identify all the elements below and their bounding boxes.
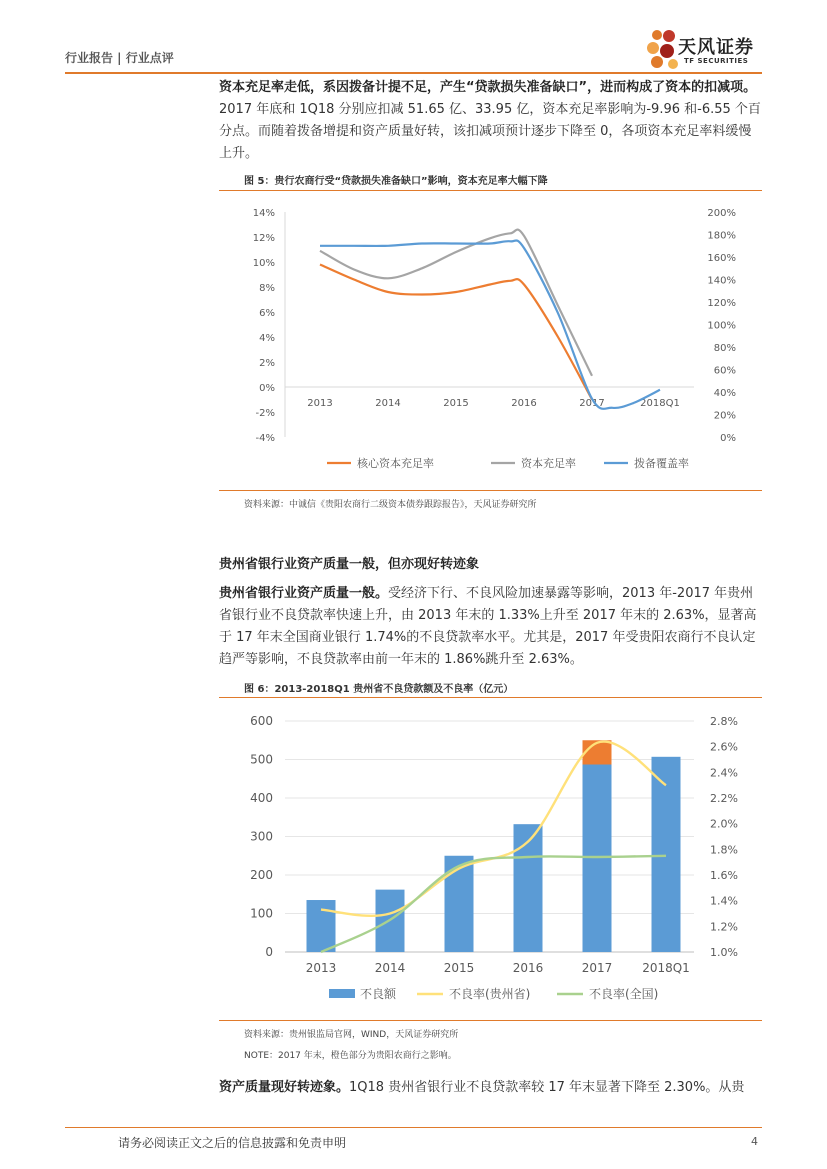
y-left-tick-label: 8% bbox=[259, 283, 275, 294]
figure-5-chart bbox=[219, 195, 762, 485]
figure-6-top-rule bbox=[219, 697, 762, 698]
capital-ratio-line bbox=[320, 230, 592, 376]
y-left-tick-label: 2% bbox=[259, 358, 275, 369]
figure-6-bottom-rule bbox=[219, 1020, 762, 1021]
legend-label: 不良率(全国) bbox=[589, 987, 659, 1001]
y-right-tick-label: 20% bbox=[713, 410, 736, 422]
legend-label: 资本充足率 bbox=[521, 457, 576, 470]
y-right-tick-label: 140% bbox=[707, 275, 736, 287]
y-right-tick-label: 1.8% bbox=[710, 843, 738, 857]
paragraph-lead: 贵州省银行业资产质量一般。 bbox=[219, 586, 389, 601]
bar-npl-amount bbox=[652, 757, 681, 952]
footer-divider bbox=[65, 1127, 762, 1128]
x-tick-label: 2015 bbox=[443, 961, 475, 975]
y-right-tick-label: 1.6% bbox=[710, 869, 738, 882]
x-tick-label: 2017 bbox=[579, 398, 605, 409]
y-left-tick-label: 6% bbox=[259, 308, 275, 319]
y-right-tick-label: 2.0% bbox=[710, 817, 738, 831]
x-tick-label: 2013 bbox=[305, 961, 337, 975]
figure-5-top-rule bbox=[219, 190, 762, 191]
y-right-tick-label: 160% bbox=[707, 253, 736, 264]
logo-text-en: TF SECURITIES bbox=[684, 57, 749, 65]
x-tick-label: 2014 bbox=[375, 398, 401, 409]
paragraph-body: 2017 年底和 1Q18 分别应扣减 51.65 亿、33.95 亿，资本充足率影响为-9.96 和-6.55 个百分点。而随着拨备增提和资产质量好转，该扣减项预计逐步下降至 0，各项资本充足率料缓慢上升。 bbox=[219, 102, 761, 161]
x-tick-label: 2015 bbox=[443, 398, 469, 409]
x-tick-label: 2017 bbox=[581, 961, 613, 975]
legend-label: 拨备覆盖率 bbox=[634, 457, 689, 470]
header-breadcrumb: 行业报告 | 行业点评 bbox=[65, 51, 174, 65]
x-tick-label: 2016 bbox=[511, 398, 537, 409]
y-left-tick-label: 300 bbox=[250, 829, 273, 844]
y-right-tick-label: 40% bbox=[713, 388, 736, 399]
paragraph-lead: 资本充足率走低，系因拨备计提不足，产生“贷款损失准备缺口”，进而构成了资本的扣减项。 bbox=[219, 80, 757, 95]
y-right-tick-label: 1.4% bbox=[710, 894, 738, 908]
page-number: 4 bbox=[751, 1135, 758, 1148]
core-capital-ratio-line bbox=[320, 265, 592, 400]
provision-coverage-line bbox=[320, 240, 660, 408]
y-right-tick-label: 80% bbox=[713, 343, 736, 354]
figure-6-title: 图 6：2013-2018Q1 贵州省不良贷款额及不良率（亿元） bbox=[244, 684, 514, 695]
y-left-tick-label: 600 bbox=[250, 714, 273, 728]
y-right-tick-label: 1.0% bbox=[710, 946, 738, 959]
npl-ratio-national-line bbox=[321, 856, 666, 952]
y-right-tick-label: 2.8% bbox=[710, 715, 738, 728]
x-tick-label: 2018Q1 bbox=[642, 961, 690, 975]
npl-ratio-guizhou-line bbox=[321, 742, 666, 916]
y-left-tick-label: 14% bbox=[252, 208, 275, 219]
paragraph-lead: 资产质量现好转迹象。 bbox=[219, 1080, 350, 1095]
y-right-tick-label: 200% bbox=[707, 208, 736, 219]
y-left-tick-label: 0 bbox=[265, 945, 273, 959]
paragraph-body: 1Q18 贵州省银行业不良贷款率较 17 年末显著下降至 2.30%。从贵 bbox=[349, 1080, 745, 1095]
bar-npl-amount bbox=[307, 900, 336, 952]
y-right-tick-label: 2.4% bbox=[710, 766, 738, 780]
paragraph-improvement bbox=[219, 1077, 762, 1099]
logo-text-cn: 天风证券 bbox=[678, 37, 754, 58]
y-right-tick-label: 120% bbox=[707, 298, 736, 309]
y-left-tick-label: -2% bbox=[255, 408, 275, 419]
y-right-tick-label: 2.2% bbox=[710, 792, 738, 805]
y-left-tick-label: 500 bbox=[250, 752, 273, 767]
legend-label: 核心资本充足率 bbox=[357, 457, 434, 470]
paragraph-capital-adequacy bbox=[219, 77, 762, 165]
figure-5-bottom-rule bbox=[219, 490, 762, 491]
bar-npl-amount bbox=[445, 856, 474, 952]
y-left-tick-label: 0% bbox=[259, 383, 275, 394]
legend-swatch bbox=[329, 989, 355, 998]
x-tick-label: 2018Q1 bbox=[640, 398, 680, 409]
paragraph-body: 受经济下行、不良风险加速暴露等影响，2013 年-2017 年贵州省银行业不良贷款率快速上升，由 2013 年末的 1.33%上升至 2017 年末的 2.63%，显著高于 17 年末全国商业银行 1.74%的不良贷款率水平。尤其是，2017 年受贵阳农商行不良认定趋严等影响，不良贷款率由前一年末的 1.86%跳升至 2.63%。 bbox=[219, 586, 757, 667]
y-left-tick-label: 400 bbox=[250, 791, 273, 805]
figure-6-source: 资料来源：贵州银监局官网，WIND，天风证券研究所 bbox=[244, 1030, 459, 1040]
y-right-tick-label: 100% bbox=[707, 320, 736, 332]
y-left-tick-label: 4% bbox=[259, 333, 275, 344]
y-right-tick-label: 0% bbox=[720, 433, 736, 444]
legend-label: 不良率(贵州省) bbox=[449, 987, 531, 1001]
x-tick-label: 2016 bbox=[512, 961, 544, 975]
y-left-tick-label: -4% bbox=[255, 433, 275, 444]
figure-5-source: 资料来源：中诚信《贵阳农商行二级资本债券跟踪报告》，天风证券研究所 bbox=[244, 500, 537, 510]
y-left-tick-label: 12% bbox=[252, 233, 275, 244]
y-left-tick-label: 100 bbox=[250, 906, 273, 921]
x-tick-label: 2013 bbox=[307, 398, 333, 409]
figure-6-note: NOTE：2017 年末，橙色部分为贵阳农商行之影响。 bbox=[244, 1051, 457, 1061]
bar-npl-amount bbox=[583, 765, 612, 952]
y-right-tick-label: 180% bbox=[707, 230, 736, 242]
x-tick-label: 2014 bbox=[374, 961, 406, 975]
paragraph-asset-quality bbox=[219, 583, 762, 671]
header-divider bbox=[65, 72, 762, 74]
figure-5-title: 图 5：贵行农商行受“贷款损失准备缺口”影响，资本充足率大幅下降 bbox=[244, 176, 548, 187]
bar-npl-amount bbox=[514, 824, 543, 952]
figure-6-chart bbox=[219, 702, 762, 1017]
y-right-tick-label: 2.6% bbox=[710, 740, 738, 754]
footer-disclaimer: 请务必阅读正文之后的信息披露和免责申明 bbox=[118, 1136, 347, 1150]
y-right-tick-label: 60% bbox=[713, 365, 736, 377]
y-left-tick-label: 200 bbox=[250, 868, 273, 882]
section-title: 贵州省银行业资产质量一般，但亦现好转迹象 bbox=[219, 557, 480, 572]
y-right-tick-label: 1.2% bbox=[710, 920, 738, 934]
y-left-tick-label: 10% bbox=[252, 258, 275, 269]
legend-label: 不良额 bbox=[360, 987, 397, 1001]
